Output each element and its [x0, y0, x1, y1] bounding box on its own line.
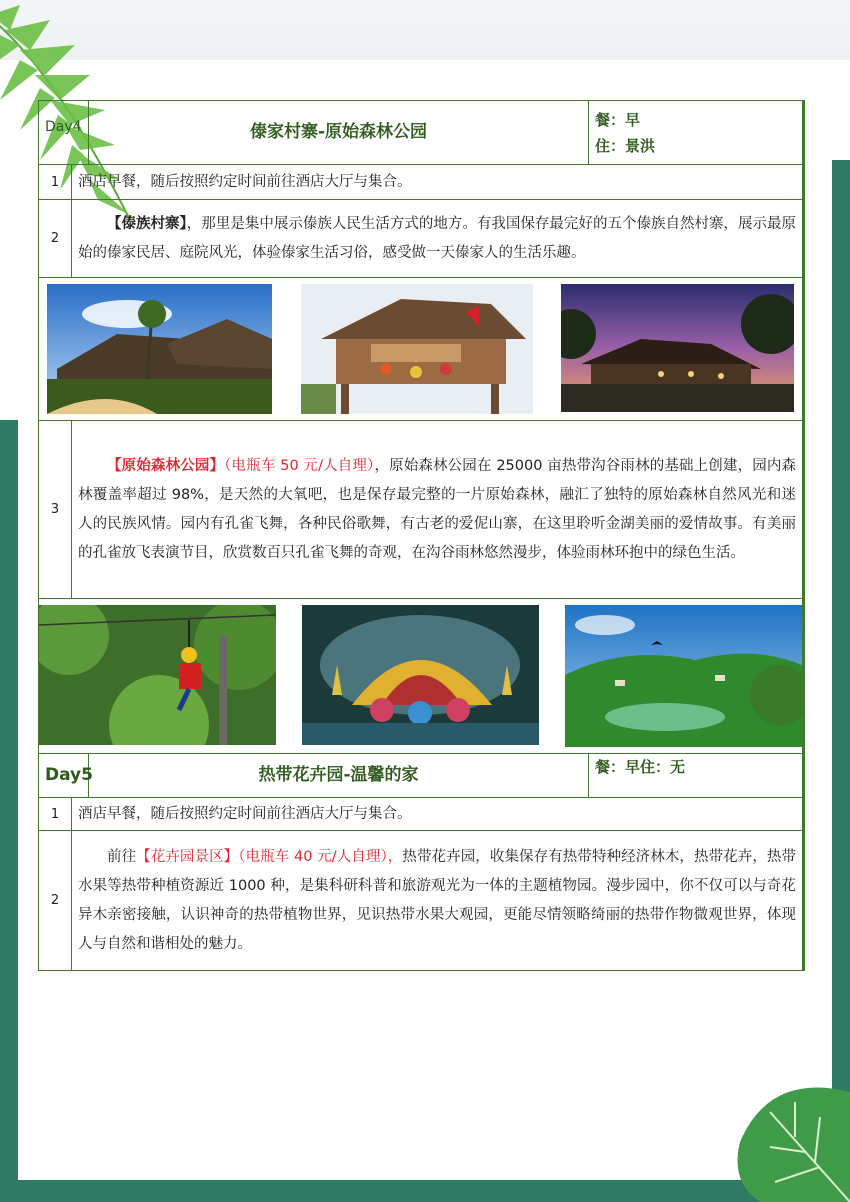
- photo-forest-lake: [565, 605, 802, 747]
- day4-label: Day4: [39, 101, 89, 165]
- day5-title: 热带花卉园-温馨的家: [89, 754, 589, 798]
- photo-peacock-show: [302, 605, 539, 747]
- day4-meal: 餐：早: [595, 110, 641, 129]
- day4-photo-row-2: [39, 599, 804, 754]
- photo-village-houses: [47, 284, 272, 414]
- day4-item-1: [39, 165, 804, 200]
- photo-dai-bamboo-house: [301, 284, 533, 414]
- price-note: （电瓶车 40 元/人自理），: [238, 848, 403, 865]
- item-number: 2: [39, 831, 72, 971]
- price-note: （电瓶车 50 元/人自理）: [224, 457, 375, 474]
- item-text: [72, 421, 804, 599]
- item-body: ，原始森林公园在 25000 亩热带沟谷雨林的基础上创建，园内森林覆盖率超过 98%，是天然的大氧吧，也是保存最完整的一片原始森林，融汇了独特的原始森林自然风光和迷人的民族风情。园内有孔雀飞舞，各种民俗歌舞，有古老的爱伲山寨，在这里聆听金湖美丽的爱情故事。有美丽的孔雀放飞表演节目，欣赏数百只孔雀飞舞的奇观，在沟谷雨林悠然漫步，体验雨林环抱中的绿色生活。: [78, 457, 797, 561]
- highlight-forest-park: 【原始森林公园】: [107, 457, 225, 474]
- photo-village-sunset: [561, 284, 794, 414]
- item-prefix: 前往: [107, 848, 137, 865]
- day4-stay: 住：景洪: [595, 136, 656, 155]
- day4-title: 傣家村寨-原始森林公园: [89, 101, 589, 165]
- item-number: 3: [39, 421, 72, 599]
- decorative-band-left: [0, 420, 20, 1202]
- item-text: [72, 831, 804, 971]
- item-number: 1: [39, 165, 72, 200]
- day5-item-1: [39, 798, 804, 831]
- day4-item-3: [39, 421, 804, 599]
- highlight-dai-village: 【傣族村寨】: [107, 215, 187, 232]
- item-number: 1: [39, 798, 72, 831]
- photo-zipline: [39, 605, 276, 747]
- day5-label: Day5: [39, 754, 89, 798]
- day4-item-2: [39, 200, 804, 278]
- decorative-band-right: [830, 160, 850, 1202]
- day4-header-row: [39, 101, 804, 165]
- day5-header-row: [39, 754, 804, 798]
- item-body: ，那里是集中展示傣族人民生活方式的地方。有我国保存最完好的五个傣族自然村寨，展示最原始的傣家民居、庭院风光，体验傣家生活习俗，感受做一天傣家人的生活乐趣。: [78, 215, 797, 261]
- item-text: 酒店早餐，随后按照约定时间前往酒店大厅与集合。: [72, 798, 804, 831]
- day4-meal-stay: [589, 101, 804, 165]
- monstera-leaf-decoration: [730, 1072, 850, 1202]
- item-text: 酒店早餐，随后按照约定时间前往酒店大厅与集合。: [72, 165, 804, 200]
- day4-photo-row-1: [39, 278, 804, 421]
- highlight-flower-park: 【花卉园景区】: [136, 848, 239, 865]
- item-body: 热带花卉园，收集保存有热带特种经济林木，热带花卉，热带水果等热带种植资源近 1000 种，是集科研科普和旅游观光为一体的主题植物园。漫步园中，你不仅可以与奇花异木亲密接触，认识神奇的热带植物世界，见识热带水果大观园，更能尽情领略绮丽的热带作物微观世界，体现人与自然和谐相处的魅力。: [78, 848, 797, 952]
- itinerary-table: [38, 100, 805, 971]
- day5-meal-stay: 餐：早住：无: [589, 754, 804, 798]
- decorative-band-bottom: [0, 1180, 850, 1202]
- day5-item-2: [39, 831, 804, 971]
- item-number: 2: [39, 200, 72, 278]
- item-text: [72, 200, 804, 278]
